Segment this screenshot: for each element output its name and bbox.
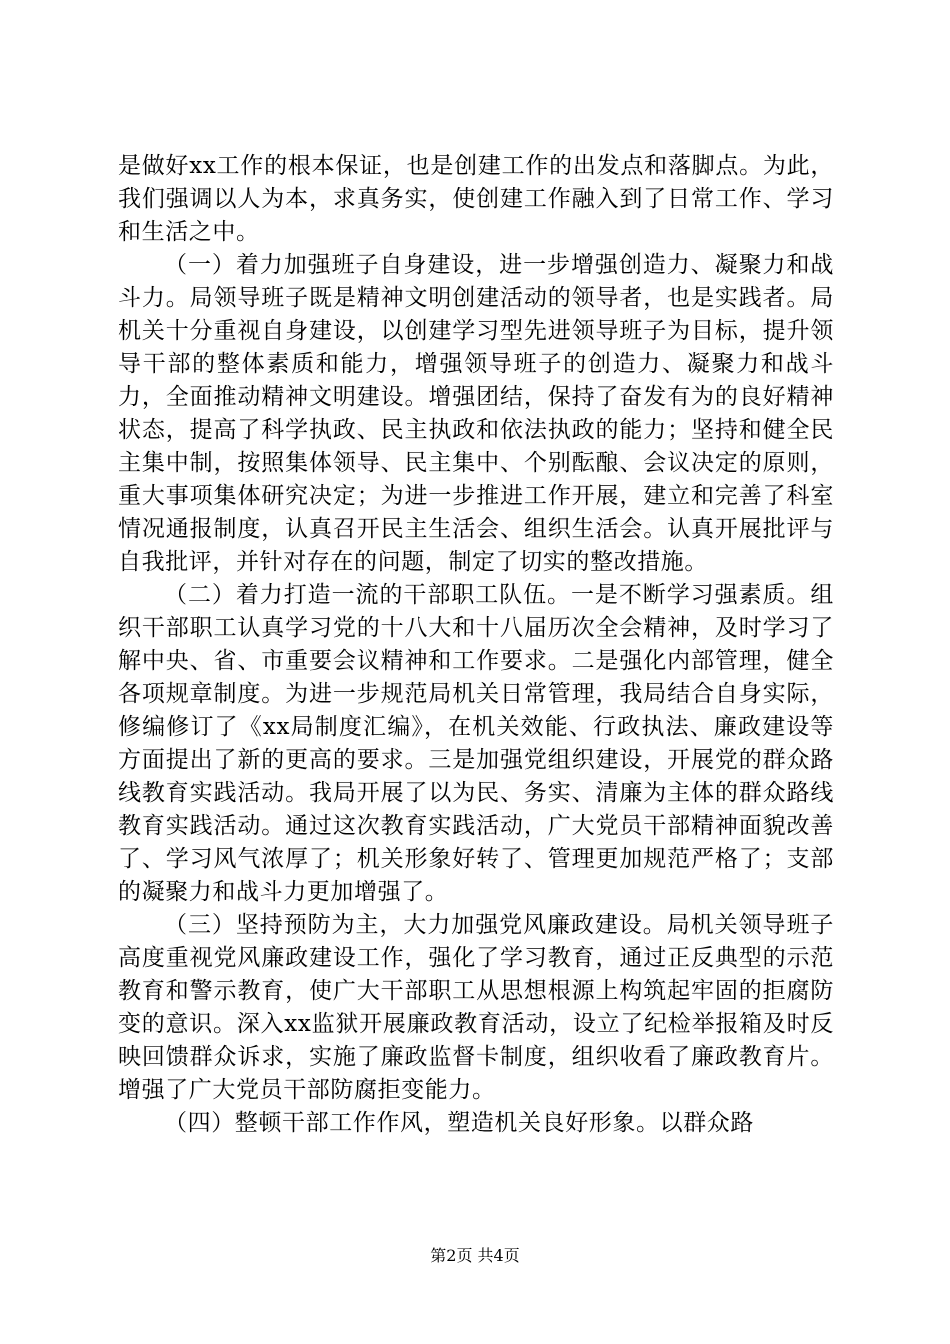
page-footer [0,1246,950,1266]
paragraph-section-4: （四）整顿干部工作作风，塑造机关良好形象。以群众路 [164,1110,754,1136]
page-number: 第2页 共4页 [430,1246,520,1265]
paragraph-intro: 是做好xx工作的根本保证，也是创建工作的出发点和落脚点。为此，我们强调以人为本，求真务实，使创建工作融入到了日常工作、学习和生活之中。 [118,153,834,245]
paragraph-section-1: （一）着力加强班子自身建设，进一步增强创造力、凝聚力和战斗力。局领导班子既是精神文明创建活动的领导者，也是实践者。局机关十分重视自身建设，以创建学习型先进领导班子为目标，提升领导干部的整体素质和能力，增强领导班子的创造力、凝聚力和战斗力，全面推动精神文明建设。增强团结，保持了奋发有为的良好精神状态，提高了科学执政、民主执政和依法执政的能力；坚持和健全民主集中制，按照集体领导、民主集中、个别酝酿、会议决定的原则，重大事项集体研究决定；为进一步推进工作开展，建立和完善了科室情况通报制度，认真召开民主生活会、组织生活会。认真开展批评与自我批评，并针对存在的问题，制定了切实的整改措施。 [118,252,834,575]
body-text [118,150,834,1140]
paragraph-section-3: （三）坚持预防为主，大力加强党风廉政建设。局机关领导班子高度重视党风廉政建设工作，强化了学习教育，通过正反典型的示范教育和警示教育，使广大干部职工从思想根源上构筑起牢固的拒腐防变的意识。深入xx监狱开展廉政教育活动，设立了纪检举报箱及时反映回馈群众诉求，实施了廉政监督卡制度，组织收看了廉政教育片。增强了广大党员干部防腐拒变能力。 [118,912,834,1103]
paragraph-section-2: （二）着力打造一流的干部职工队伍。一是不断学习强素质。组织干部职工认真学习党的十八大和十八届历次全会精神，及时学习了解中央、省、市重要会议精神和工作要求。二是强化内部管理，健全各项规章制度。为进一步规范局机关日常管理，我局结合自身实际，修编修订了《xx局制度汇编》，在机关效能、行政执法、廉政建设等方面提出了新的更高的要求。三是加强党组织建设，开展党的群众路线教育实践活动。我局开展了以为民、务实、清廉为主体的群众路线教育实践活动。通过这次教育实践活动，广大党员干部精神面貌改善了、学习风气浓厚了；机关形象好转了、管理更加规范严格了；支部的凝聚力和战斗力更加增强了。 [118,582,834,905]
